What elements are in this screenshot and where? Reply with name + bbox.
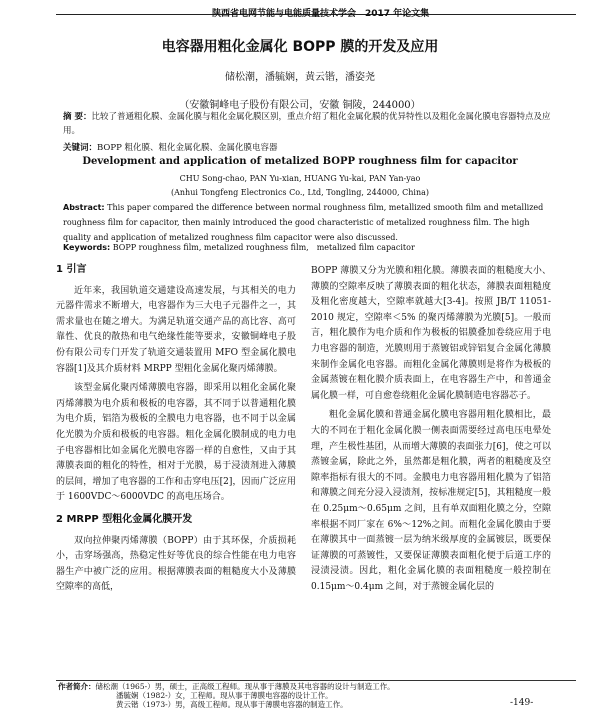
abstract-en-label: Abstract: (63, 203, 105, 212)
authors-cn: 储松潮，潘毓娴，黄云锴，潘姿尧 (225, 72, 375, 83)
paragraph: 粗化金属化膜和普通金属化膜电容器用粗化膜相比，最大的不同在于粗化金属化膜一侧表面需要经过高电压电晕处理，产生极性基团，从而增大薄膜的表面张力[6]，使之可以蒸镀金属，除此之外，虽然都是粗化膜，两者的粗糙度及空隙率指标有很大的不同。金膜电力电容器用粗化膜为了铝箔和薄膜之间充分浸入浸渍剂，按标准规定[5]，其粗糙度一般在 0.25μm～0.65μm 之间，且有单双面粗化膜之分，空隙率根据不同厂家在 6%～12%之间。而粗化金属化膜由于要在薄膜其中一面蒸镀一层为纳米级厚度的金属镀层，既要保证薄膜的可蒸镀性，又要保证薄膜表面粗化便于后道工序的浸渍浸渍。因此，粗化金属化膜的表面粗糙度一般控制在 0.15μm～0.4μm 之间，对于蒸镀金属化层的 (311, 410, 551, 592)
keywords-en-label: Keywords: (63, 243, 111, 252)
left-column (56, 262, 296, 600)
abstract-cn (63, 110, 551, 138)
paragraph: BOPP 薄膜又分为光膜和粗化膜。薄膜表面的粗糙度大小、薄膜的空隙率反映了薄膜表面的粗化状态，薄膜表面粗糙度及粗化密度越大，空隙率就越大[3-4]。按照 JB/T 11051-2010 规定，空隙率＜5% 的聚丙烯薄膜为光膜[5]。一般而言，粗化膜作为电介质和作为极板的铝膜叠加卷绕应用于电力电容器的制造，光膜则用于蒸镀铝或锌铝复合金属化薄膜来制作金属化电容器。而粗化金属化薄膜则是将作为极板的金属蒸镀在粗化膜介质表面上，在电容器生产中，和普通金属化膜一样，可自愈卷绕粗化金属化膜制造电容器芯子。 (311, 266, 551, 401)
keywords-cn-label: 关键词： (63, 143, 98, 153)
section-heading-1: 1 引言 (56, 264, 87, 275)
keywords-en-text: BOPP roughness film, metalized roughness film, metalized film capacitor (112, 243, 415, 252)
abstract-en-text: This paper compared the difference between normal roughness film, metallized smooth film and metallized roughness film for capacitor, then mainly introduced the good characteristic of metalized roughness film. The high quality and application of metalized roughness film capacitor were also discussed. (63, 203, 544, 242)
abstract-cn-text: 比较了普通粗化膜、金属化膜与粗化金属化膜区别，重点介绍了粗化金属化膜的优异特性以及粗化金属化膜电容器特点及应用。 (63, 112, 551, 136)
keywords-cn-text: BOPP 粗化膜、粗化金属化膜、金属化膜电容器 (97, 143, 278, 153)
affiliation-cn: （安徽铜峰电子股份有限公司，安徽 铜陵，244000） (179, 100, 421, 111)
keywords-en (63, 241, 551, 255)
running-header: 陕西省电网节能与电能质量技术学会 2017 年论文集 (212, 9, 430, 19)
abstract-en (63, 200, 551, 245)
paper-title-cn: 电容器用粗化金属化 BOPP 膜的开发及应用 (161, 39, 439, 55)
right-column (311, 264, 551, 599)
paragraph: 该型金属化聚丙烯薄膜电容器，即采用以粗化金属化聚丙烯薄膜为电介质和极板的电容器，其不同于以普通粗化膜为电介质，铝箔为极板的全膜电力电容器，也不同于以金属化光膜为介质和极板的电容器。粗化金属化膜制成的电力电子电容器相比如金属化光膜电容器一样的自愈性，又由于其薄膜表面的粗化的特性，相对于光膜，易于浸渍剂进入薄膜的层间，增加了电容器的工作和击穿电压[2]，因而广泛应用于 1600VDC～6000VDC 的高电压场合。 (56, 383, 296, 503)
page-number: -149- (510, 698, 534, 708)
abstract-cn-label: 摘 要： (63, 112, 92, 122)
section-heading-2: 2 MRPP 型粗化金属化膜开发 (56, 513, 193, 525)
paragraph: 双向拉伸聚丙烯薄膜（BOPP）由于其环保，介质损耗小，击穿场强高，热稳定性好等优良的综合性能在电力电容器生产中被广泛的应用。根据薄膜表面的粗糙度大小及薄膜空隙率的高低， (56, 535, 296, 593)
authors-en: CHU Song-chao, PAN Yu-xian, HUANG Yu-kai, PAN Yan-yao (179, 174, 421, 183)
footnote-line: 潘毓娴（1982-）女，工程师。现从事于薄膜电容器的设计工作。 (116, 691, 333, 700)
paragraph: 近年来，我国轨道交通建设高速发展，与其相关的电力元器件需求不断增大，电容器作为三大电子元器件之一，其需求量也在随之增大。为满足轨道交通产品的高比容、高可靠性、优良的散热和电气绝缘性能等要求，安徽铜峰电子股份有限公司专门开发了轨道交通装置用 MFO 型金属化膜电容器[1]及其介质材料 MRPP 型粗化金属化聚丙烯薄膜。 (56, 285, 296, 374)
footnote-line: 黄云锴（1973-）男，高级工程师。现从事于薄膜电容器的制造工作。 (116, 700, 348, 709)
paper-title-en: Development and application of metalized BOPP roughness film for capacitor (82, 156, 518, 167)
keywords-cn (63, 141, 551, 155)
footnote-rule (56, 680, 576, 681)
affiliation-en: (Anhui Tongfeng Electronics Co., Ltd, Tongling, 244000, China) (170, 188, 430, 197)
footnote-line: 储松潮（1965-）男，硕士，正高级工程师。现从事于薄膜及其电容器的设计与制造工作。 (95, 682, 395, 691)
footnote-label: 作者简介： (58, 682, 96, 691)
author-footnote (58, 682, 558, 709)
